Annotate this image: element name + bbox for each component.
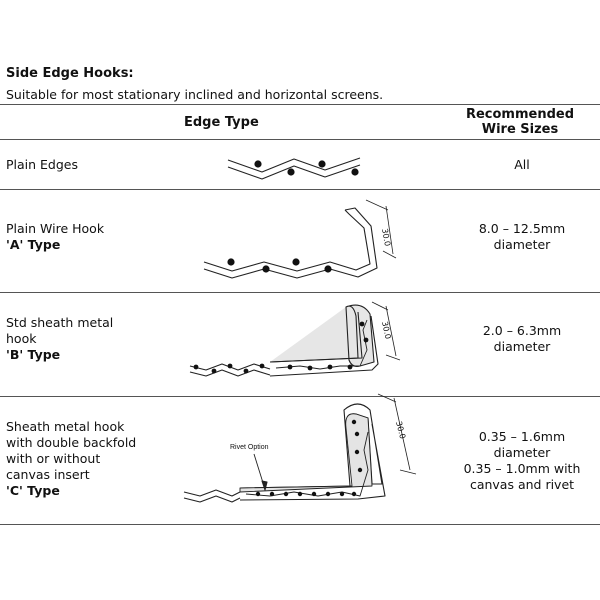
- section-subtitle: Suitable for most stationary inclined and horizontal screens.: [6, 87, 384, 102]
- cross-wire-dot: [227, 258, 234, 265]
- dimension-label-a: 30.0: [380, 227, 392, 247]
- wire-size-line: diameter: [493, 339, 551, 354]
- row-name-line: Plain Edges: [6, 157, 79, 172]
- section-title: Side Edge Hooks:: [6, 66, 134, 81]
- wire-size-line: 0.35 – 1.0mm with: [463, 461, 581, 476]
- type-label: 'A' Type: [6, 237, 61, 252]
- wire-size-line: 0.35 – 1.6mm: [478, 429, 566, 444]
- cross-wire-dot: [262, 265, 269, 272]
- a-type-hook-diagram: [204, 200, 396, 278]
- wire-size-line: diameter: [493, 445, 551, 460]
- cross-wire-dot: [318, 160, 325, 167]
- type-label: 'C' Type: [6, 483, 60, 498]
- wire-size-line: 8.0 – 12.5mm: [478, 221, 566, 236]
- rivet-option-label: Rivet Option: [230, 444, 269, 451]
- b-type-hook-diagram: [190, 302, 400, 376]
- column-header-wire-sizes-line2: Wire Sizes: [481, 122, 559, 137]
- cross-wire-dot: [292, 258, 299, 265]
- row-name-line: Sheath metal hook: [6, 419, 125, 434]
- dimension-label-c: 30.0: [394, 420, 408, 440]
- plain-edge-diagram: [228, 158, 360, 179]
- wire-size-line: 2.0 – 6.3mm: [482, 323, 562, 338]
- cross-wire-dot: [287, 168, 294, 175]
- column-header-edge-type: Edge Type: [184, 115, 259, 130]
- row-name-line: Plain Wire Hook: [6, 221, 105, 236]
- wire-size-line: All: [514, 157, 530, 172]
- row-name-line: with double backfold: [6, 435, 137, 450]
- wire-size-line: canvas and rivet: [469, 477, 575, 492]
- cross-wire-dot: [254, 160, 261, 167]
- type-label: 'B' Type: [6, 347, 61, 362]
- dimension-label-b: 30.0: [380, 320, 393, 340]
- row-name-line: canvas insert: [6, 467, 90, 482]
- row-name-line: hook: [6, 331, 37, 346]
- wire-size-line: diameter: [493, 237, 551, 252]
- row-name-line: Std sheath metal: [6, 315, 114, 330]
- c-type-hook-diagram: [184, 394, 416, 502]
- column-header-wire-sizes-line1: Recommended: [465, 107, 575, 122]
- row-name-line: with or without: [6, 451, 101, 466]
- cross-wire-dot: [351, 168, 358, 175]
- cross-wire-dot: [324, 265, 331, 272]
